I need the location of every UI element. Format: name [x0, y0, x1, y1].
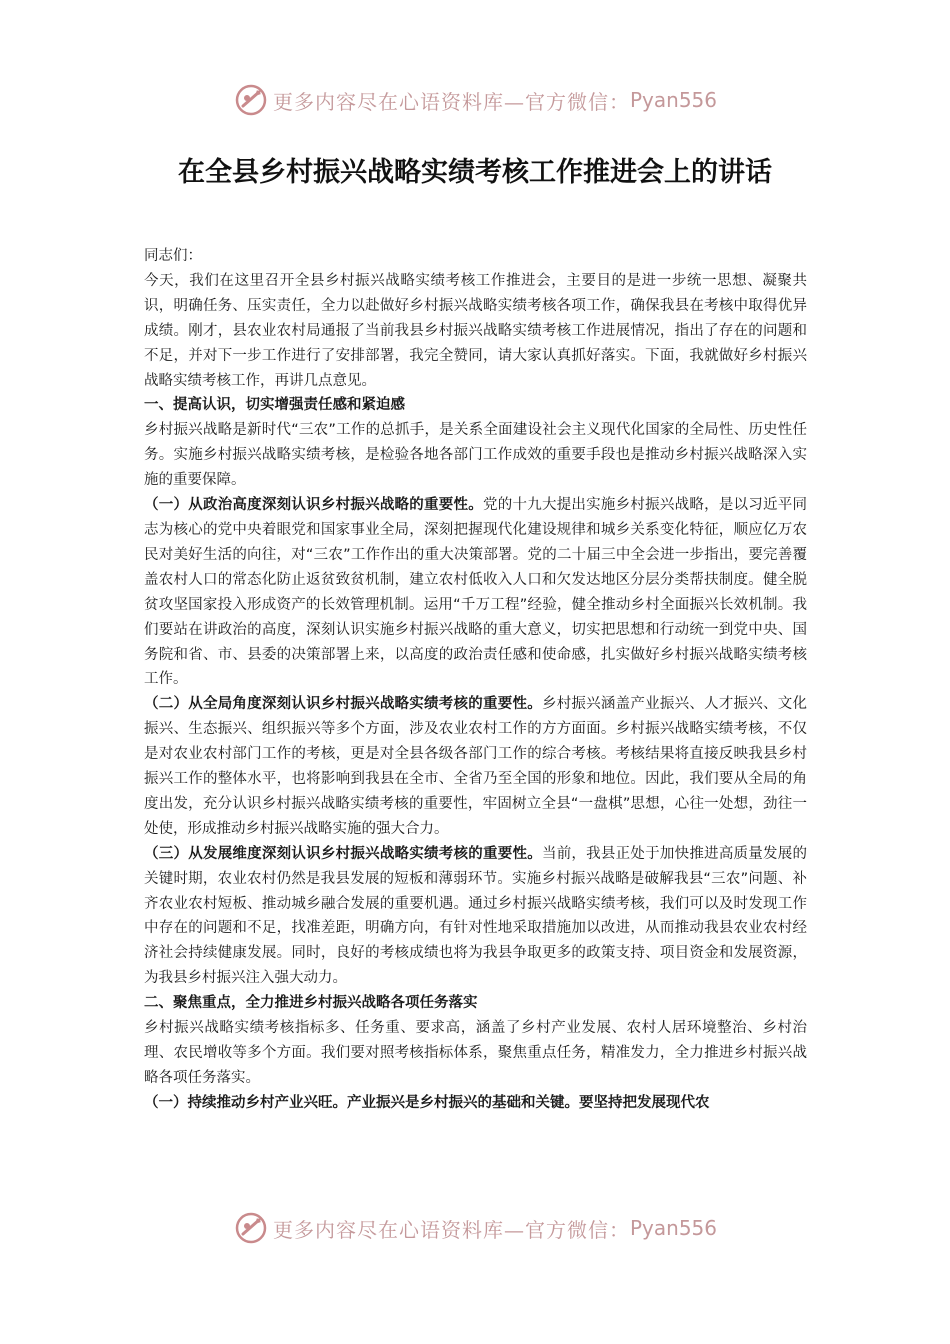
section-2-point-1: （一）持续推动乡村产业兴旺。产业振兴是乡村振兴的基础和关键。要坚持把发展现代农: [144, 1094, 710, 1111]
watermark-text: 更多内容尽在心语资料库—官方微信：: [272, 89, 630, 114]
watermark-wechat-id: Pyan556: [629, 1216, 717, 1240]
point-text: 党的十九大提出实施乡村振兴战略，是以习近平同志为核心的党中央着眼党和国家事业全局，深刻把握现代化建设规律和城乡关系变化特征，顺应亿万农民对美好生活的向往，对“三农”工作作出的重大决策部署。党的二十届三中全会进一步指出，要完善覆盖农村人口的常态化防止返贫致贫机制，建立农村低收入人口和欠发达地区分层分类帮扶制度。健全脱贫攻坚国家投入形成资产的长效管理机制。运用“千万工程”经验，健全推动乡村全面振兴长效机制。我们要站在讲政治的高度，深刻认识实施乡村振兴战略的重大意义，切实把思想和行动统一到党中央、国务院和省、市、县委的决策部署上来，以高度的政治责任感和使命感，扎实做好乡村振兴战略实绩考核工作。: [144, 497, 808, 688]
document-body: [144, 244, 807, 1116]
section-1-point-2: [144, 692, 807, 841]
section-1-point-1: [144, 493, 807, 692]
section-1-heading: 一、提高认识，切实增强责任感和紧迫感: [144, 397, 405, 414]
intro-paragraph: 今天，我们在这里召开全县乡村振兴战略实绩考核工作推进会，主要目的是进一步统一思想、凝聚共识，明确任务、压实责任，全力以赴做好乡村振兴战略实绩考核各项工作，确保我县在考核中取得优异成绩。刚才，县农业农村局通报了当前我县乡村振兴战略实绩考核工作进展情况，指出了存在的问题和不足，并对下一步工作进行了安排部署，我完全赞同，请大家认真抓好落实。下面，我就做好乡村振兴战略实绩考核工作，再讲几点意见。: [144, 272, 807, 389]
watermark-logo-icon: [233, 82, 269, 118]
point-text: 乡村振兴涵盖产业振兴、人才振兴、文化振兴、生态振兴、组织振兴等多个方面，涉及农业农村工作的方方面面。乡村振兴战略实绩考核，不仅是对农业农村部门工作的考核，更是对全县各级各部门工作的综合考核。考核结果将直接反映我县乡村振兴工作的整体水平，也将影响到我县在全市、全省乃至全国的形象和地位。因此，我们要从全局的角度出发，充分认识乡村振兴战略实绩考核的重要性，牢固树立全县“一盘棋”思想，心往一处想，劲往一处使，形成推动乡村振兴战略实施的强大合力。: [144, 696, 808, 837]
watermark-logo-icon: [233, 1210, 269, 1246]
point-lead: （一）从政治高度深刻认识乡村振兴战略的重要性。: [144, 497, 483, 514]
section-1-point-3: [144, 842, 807, 991]
watermark-wechat-id: Pyan556: [629, 88, 717, 112]
point-lead: （二）从全局角度深刻认识乡村振兴战略实绩考核的重要性。: [144, 696, 542, 713]
point-lead: （三）从发展维度深刻认识乡村振兴战略实绩考核的重要性。: [144, 845, 542, 862]
section-2-intro: 乡村振兴战略实绩考核指标多、任务重、要求高，涵盖了乡村产业发展、农村人居环境整治、乡村治理、农民增收等多个方面。我们要对照考核指标体系，聚焦重点任务，精准发力，全力推进乡村振兴战略各项任务落实。: [144, 1020, 807, 1086]
watermark-text: 更多内容尽在心语资料库—官方微信：: [272, 1217, 630, 1242]
document-title: 在全县乡村振兴战略实绩考核工作推进会上的讲话: [178, 157, 772, 188]
header-watermark: [0, 80, 950, 120]
footer-watermark: [0, 1208, 950, 1248]
section-2-heading: 二、聚焦重点，全力推进乡村振兴战略各项任务落实: [144, 995, 478, 1012]
point-text: 当前，我县正处于加快推进高质量发展的关键时期，农业农村仍然是我县发展的短板和薄弱环节。实施乡村振兴战略是破解我县“三农”问题、补齐农业农村短板、推动城乡融合发展的重要机遇。通过乡村振兴战略实绩考核，我们可以及时发现工作中存在的问题和不足，找准差距，明确方向，有针对性地采取措施加以改进，从而推动我县农业农村经济社会持续健康发展。同时，良好的考核成绩也将为我县争取更多的政策支持、项目资金和发展资源，为我县乡村振兴注入强大动力。: [144, 845, 808, 987]
salutation: 同志们：: [144, 248, 202, 264]
section-1-intro: 乡村振兴战略是新时代“三农”工作的总抓手，是关系全面建设社会主义现代化国家的全局性、历史性任务。实施乡村振兴战略实绩考核，是检验各地各部门工作成效的重要手段也是推动乡村振兴战略深入实施的重要保障。: [144, 422, 807, 489]
